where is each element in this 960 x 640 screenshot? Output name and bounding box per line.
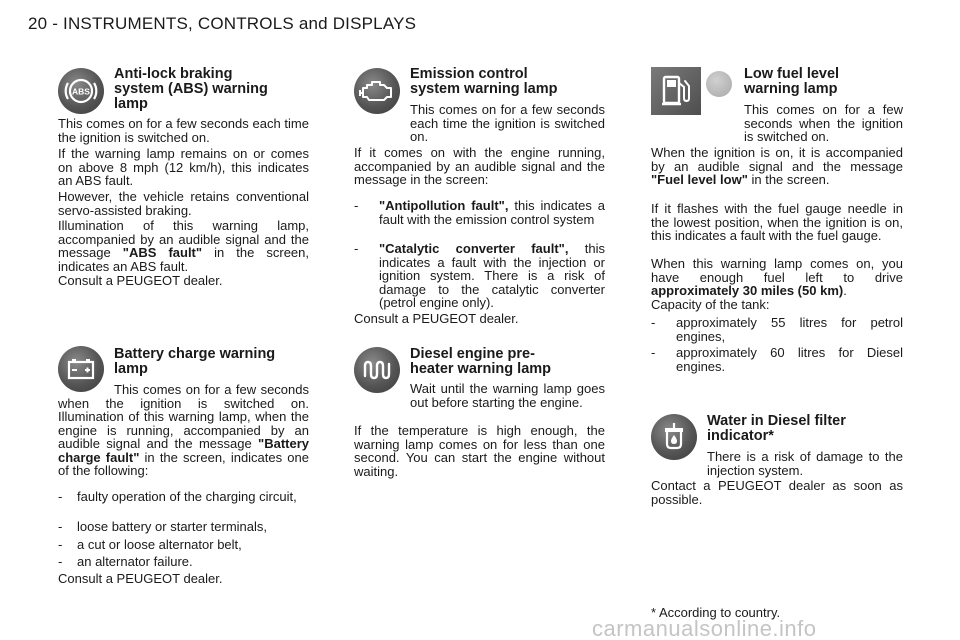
diesel-title: Diesel engine pre- heater warning lamp [410, 346, 552, 377]
preheater-coil-icon [354, 347, 400, 393]
battery-consult: Consult a PEUGEOT dealer. [58, 571, 223, 586]
svg-text:ABS: ABS [72, 86, 90, 97]
emission-list-item-antipollution: - "Antipollution fault", this indicates a fault with the emission control system [354, 198, 605, 227]
water-in-diesel-filter-icon [651, 414, 697, 460]
fuel-capacity-item: - approximately 55 litres for petrol engines, [651, 315, 903, 344]
abs-paragraph-3: However, the vehicle retains conventional servo-assisted braking. [58, 189, 309, 218]
water-paragraph-2: Contact a PEUGEOT dealer as soon as possible. [651, 478, 903, 507]
fuel-pump-icon [651, 67, 701, 115]
battery-paragraph-1: This comes on for a few seconds when the ignition is switched on. Illumination of this warning lamp, when the engine is running, accompanied by an audible signal and the message "Battery charge fault" in the screen, indicates one of the following: [58, 382, 309, 478]
battery-list-item: - an alternator failure. [58, 554, 193, 569]
abs-warning-icon [58, 68, 104, 114]
diesel-paragraph-1: Wait until the warning lamp goes out before starting the engine. [410, 381, 605, 410]
emission-consult: Consult a PEUGEOT dealer. [354, 311, 519, 326]
battery-list-item: - a cut or loose alternator belt, [58, 537, 242, 552]
battery-list-item: - faulty operation of the charging circuit, [58, 489, 297, 504]
battery-list-item: - loose battery or starter terminals, [58, 519, 268, 534]
water-title: Water in Diesel filter indicator* [707, 413, 846, 444]
battery-title: Battery charge warning lamp [114, 346, 276, 377]
watermark: carmanualsonline.info [592, 616, 817, 640]
diesel-paragraph-2: If the temperature is high enough, the warning lamp comes on for less than one second. You can start the engine without waiting. [354, 423, 605, 479]
abs-paragraph-1: This comes on for a few seconds each time the ignition is switched on. [58, 116, 309, 145]
abs-title: Anti-lock braking system (ABS) warning lamp [114, 66, 268, 112]
lamp-indicator-dot-icon [706, 71, 732, 97]
fuel-title: Low fuel level warning lamp [744, 66, 840, 97]
fuel-capacity-item: - approximately 60 litres for Diesel engines. [651, 345, 903, 374]
emission-list-item-catalytic: - "Catalytic converter fault", this indicates a fault with the injection or ignition system. There is a risk of damage to the catalytic converter (petrol engine only). [354, 241, 605, 310]
abs-consult: Consult a PEUGEOT dealer. [58, 273, 223, 288]
fuel-paragraph-2: When the ignition is on, it is accompanied by an audible signal and the message "Fuel level low" in the screen. [651, 145, 903, 187]
footnote: * According to country. [651, 605, 781, 620]
fuel-paragraph-3: If it flashes with the fuel gauge needle in the lowest position, when the ignition is on, this indicates a fault with the fuel gauge. [651, 201, 903, 243]
page-title: 20 - INSTRUMENTS, CONTROLS and DISPLAYS [28, 14, 417, 33]
abs-paragraph-4: Illumination of this warning lamp, accompanied by an audible signal and the message "ABS fault" in the screen, indicates an ABS fault. [58, 218, 310, 274]
emission-paragraph-1: This comes on for a few seconds each time the ignition is switched on. [410, 102, 605, 144]
emission-paragraph-2: If it comes on with the engine running, accompanied by an audible signal and the message in the screen: [354, 145, 605, 187]
emission-title: Emission control system warning lamp [410, 66, 558, 97]
engine-icon [354, 68, 400, 114]
fuel-paragraph-1: This comes on for a few seconds when the ignition is switched on. [744, 102, 903, 144]
fuel-tank-capacity-label: Capacity of the tank: [651, 297, 770, 312]
abs-paragraph-2: If the warning lamp remains on or comes on above 8 mph (12 km/h), this indicates an ABS fault. [58, 146, 309, 188]
water-paragraph-1: There is a risk of damage to the injection system. [707, 449, 903, 478]
fuel-paragraph-4: When this warning lamp comes on, you have enough fuel left to drive approximately 30 miles (50 km). [651, 256, 903, 298]
